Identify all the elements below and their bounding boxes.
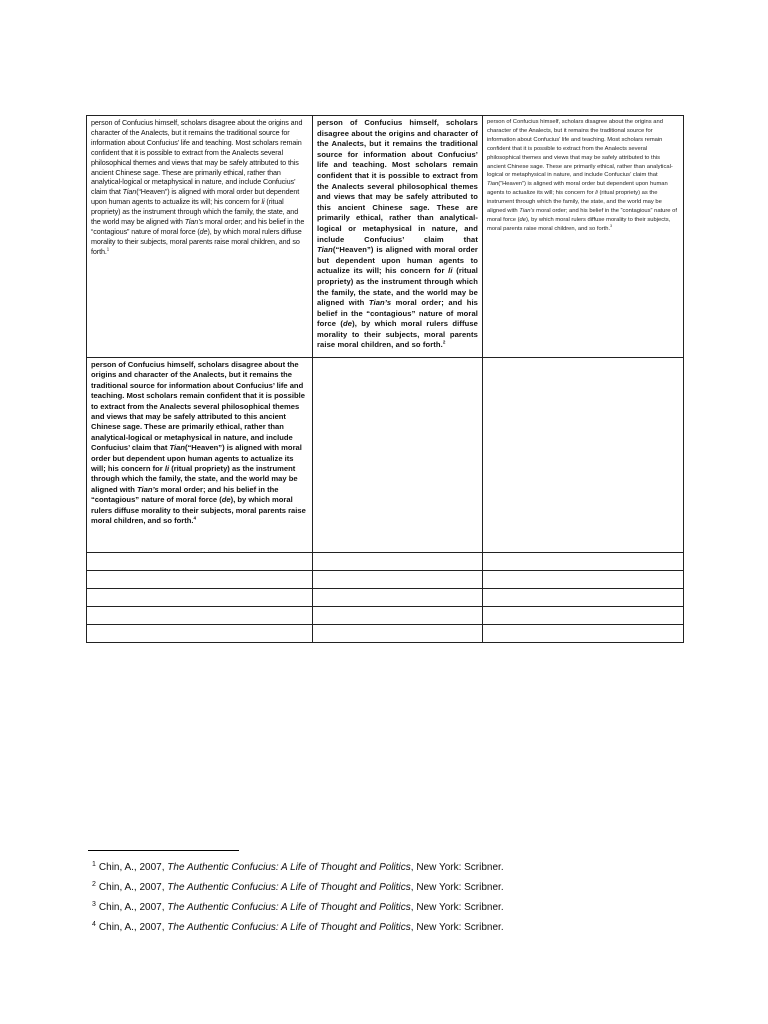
table-row-empty: [87, 607, 684, 625]
cell-paragraph: person of Confucius himself, scholars disagree about the origins and character of the Analects, but it remains the traditional source for information about Confucius’ life and teaching. Most scholars remain confident that it is possible to extract from the Analects several philosophical themes and views that may be safely attributed to this ancient Chinese sage. These are primarily ethical, rather than analytical-logical or metaphysical in nature, and include Confucius’ claim that Tian(“Heaven”) is aligned with moral order but dependent upon human agents to actualize its will; his concern for li (ritual propriety) as the instrument through which the family, the state, and the world may be aligned with Tian’s moral order; and his belief in the “contagious” nature of moral force (de), by which moral rulers diffuse morality to their subjects, moral parents raise moral children, and so forth.$^4$: [91, 360, 306, 526]
table-row-empty: [87, 589, 684, 607]
footnote-item: $^2$ Chin, A., 2007, The Authentic Confucius: A Life of Thought and Politics, New York: Scribner.: [92, 881, 504, 893]
footnote-number: 3: [92, 901, 96, 908]
table-cell-empty: [483, 358, 684, 553]
table-row: [87, 358, 684, 553]
table-cell-empty: [483, 625, 684, 643]
cell-paragraph: person of Confucius himself, scholars disagree about the origins and character of the Analects, but it remains the traditional source for information about Confucius’ life and teaching. Most scholars remain confident that it is possible to extract from the Analects several philosophical themes and views that may be safely attributed to this ancient Chinese sage. These are primarily ethical, rather than analytical-logical or metaphysical in nature, and include Confucius’ claim that Tian(“Heaven”) is aligned with moral order but dependent upon human agents to actualize its will; his concern for li (ritual propriety) as the instrument through which the family, the state, and the world may be aligned with Tian’s moral order; and his belief in the “contagious” nature of moral force (de), by which moral rulers diffuse morality to their subjects, moral parents raise moral children, and so forth.$^1$: [91, 118, 305, 256]
table-cell-empty: [87, 553, 313, 571]
table-cell-empty: [313, 553, 483, 571]
table-cell-empty: [87, 571, 313, 589]
table-row: [87, 116, 684, 358]
table-cell-empty: [87, 589, 313, 607]
table-cell: [313, 116, 483, 358]
table-row-empty: [87, 571, 684, 589]
footnote-ref[interactable]: 4: [193, 515, 197, 521]
table-cell-empty: [313, 358, 483, 553]
footnote-number: 2: [92, 881, 96, 888]
content-table: [86, 115, 684, 643]
footnote-number: 4: [92, 921, 96, 928]
table-cell-empty: [313, 625, 483, 643]
footnote-ref[interactable]: 1: [106, 246, 110, 252]
footnote-item: $^3$ Chin, A., 2007, The Authentic Confucius: A Life of Thought and Politics, New York: Scribner.: [92, 901, 504, 913]
table-cell-empty: [313, 571, 483, 589]
table-cell-empty: [313, 607, 483, 625]
table-cell: [87, 116, 313, 358]
table-cell-empty: [483, 571, 684, 589]
table-row-empty: [87, 553, 684, 571]
footnote-separator: [88, 850, 239, 851]
table-cell-empty: [313, 589, 483, 607]
footnote-ref[interactable]: 2: [442, 339, 446, 345]
footnotes-section: [92, 860, 692, 940]
footnote-number: 1: [92, 861, 96, 868]
table-cell-empty: [87, 625, 313, 643]
table-cell-empty: [483, 553, 684, 571]
cell-paragraph: person of Confucius himself, scholars disagree about the origins and character of the Analects, but it remains the traditional source for information about Confucius’ life and teaching. Most scholars remain confident that it is possible to extract from the Analects several philosophical themes and views that may be safely attributed to this ancient Chinese sage. These are primarily ethical, rather than analytical-logical or metaphysical in nature, and include Confucius’ claim that Tian(“Heaven”) is aligned with moral order but dependent upon human agents to actualize its will; his concern for li (ritual propriety) as the instrument through which the family, the state, and the world may be aligned with Tian’s moral order; and his belief in the “contagious” nature of moral force (de), by which moral rulers diffuse morality to their subjects, moral parents raise moral children, and so forth.$^2$: [317, 118, 478, 350]
footnote-item: $^1$ Chin, A., 2007, The Authentic Confucius: A Life of Thought and Politics, New York: Scribner.: [92, 861, 504, 873]
cell-paragraph: person of Confucius himself, scholars disagree about the origins and character of the Analects, but it remains the traditional source for information about Confucius’ life and teaching. Most scholars remain confident that it is possible to extract from the Analects several philosophical themes and views that may be safely attributed to this ancient Chinese sage. These are primarily ethical, rather than analytical-logical or metaphysical in nature, and include Confucius’ claim that Tian(“Heaven”) is aligned with moral order but dependent upon human agents to actualize its will; his concern for li (ritual propriety) as the instrument through which the family, the state, and the world may be aligned with Tian’s moral order; and his belief in the “contagious” nature of moral force (de), by which moral rulers diffuse morality to their subjects, moral parents raise moral children, and so forth.$^3$: [487, 119, 677, 232]
footnote-item: $^4$ Chin, A., 2007, The Authentic Confucius: A Life of Thought and Politics, New York: Scribner.: [92, 921, 504, 933]
table-cell-empty: [87, 607, 313, 625]
table-row-empty: [87, 625, 684, 643]
table-cell-empty: [483, 607, 684, 625]
footnote-ref[interactable]: 3: [610, 223, 613, 228]
table-cell: [87, 358, 313, 553]
table-cell-empty: [483, 589, 684, 607]
table-cell: [483, 116, 684, 358]
